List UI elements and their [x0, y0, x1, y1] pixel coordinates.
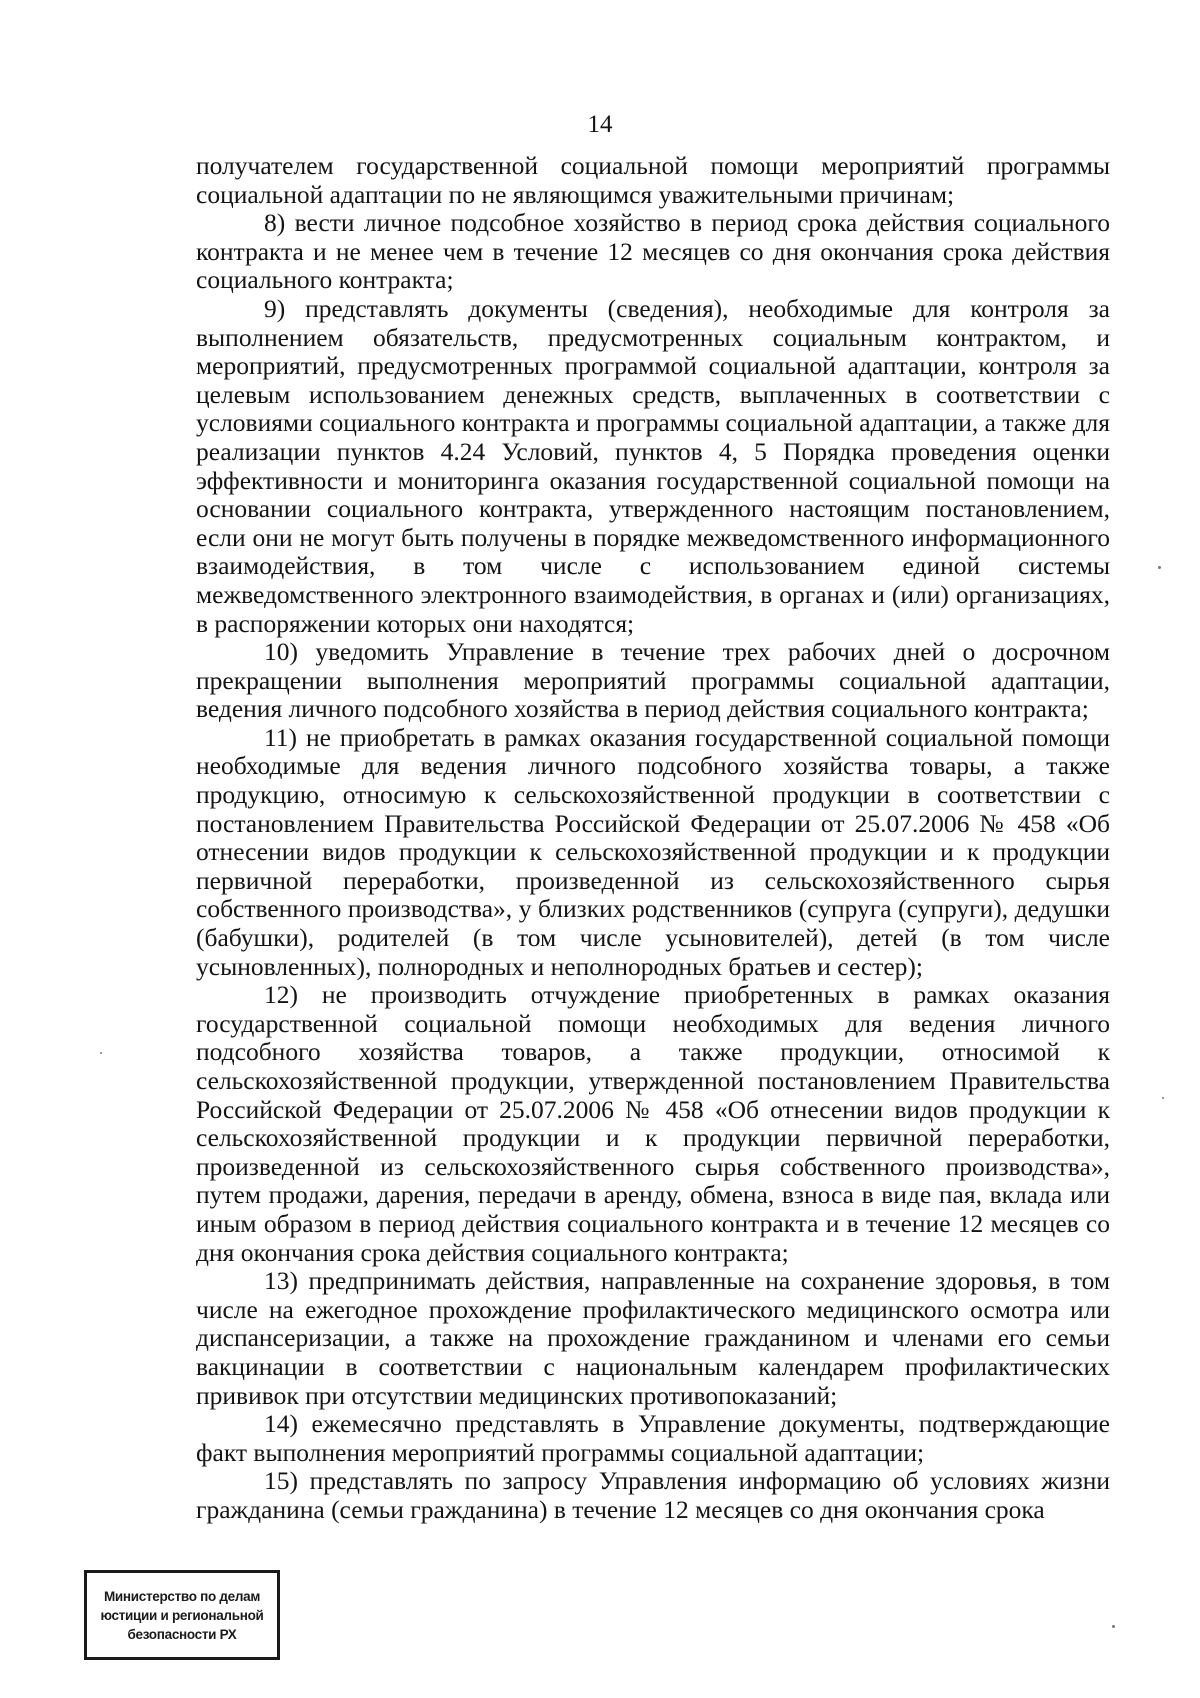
scan-speck: [1112, 1625, 1115, 1628]
paragraph-item-10: 10) уведомить Управление в течение трех рабочих дней о досрочном прекращении выполнения мероприятий программы социальной адаптации, ведения личного подсобного хозяйства в период действия социального контракта;: [196, 637, 1110, 724]
stamp-line-3: безопасности РХ: [127, 1626, 237, 1642]
stamp-line-2: юстиции и региональной: [100, 1607, 264, 1623]
paragraph-item-12: 12) не производить отчуждение приобретенных в рамках оказания государственной социальной помощи необходимых для ведения личного подсобного хозяйства товаров, а также продукции, относимой к сельскохозяйственной продукции, утвержденной постановлением Правительства Российской Федерации от 25.07.2006 № 458 «Об отнесении видов продукции к сельскохозяйственной продукции и к продукции первичной переработки, произведенной из сельскохозяйственного сырья собственного производства», путем продажи, дарения, передачи в аренду, обмена, взноса в виде пая, вклада или иным образом в период действия социального контракта и в течение 12 месяцев со дня окончания срока действия социального контракта;: [196, 980, 1110, 1267]
stamp-line-1: Министерство по делам: [103, 1588, 261, 1604]
paragraph-item-8: 8) вести личное подсобное хозяйство в период срока действия социального контракта и не менее чем в течение 12 месяцев со дня окончания срока действия социального контракта;: [196, 208, 1110, 295]
paragraph-item-13: 13) предпринимать действия, направленные на сохранение здоровья, в том числе на ежегодное прохождение профилактического медицинского осмотра или диспансеризации, а также на прохождение гражданином и членами его семьи вакцинации в соответствии с национальным календарем профилактических прививок при отсутствии медицинских противопоказаний;: [196, 1266, 1110, 1410]
page-number: 14: [587, 111, 613, 138]
paragraph-item-11: 11) не приобретать в рамках оказания государственной социальной помощи необходимые для ведения личного подсобного хозяйства товары, а также продукцию, относимую к сельскохозяйственной продукции в соответствии с постановлением Правительства Российской Федерации от 25.07.2006 № 458 «Об отнесении видов продукции к сельскохозяйственной продукции и к продукции первичной переработки, произведенной из сельскохозяйственного сырья собственного производства», у близких родственников (супруга (супруги), дедушки (бабушки), родителей (в том числе усыновителей), детей (в том числе усыновленных), полнородных и неполнородных братьев и сестер);: [196, 722, 1110, 981]
paragraph-item-15: 15) представлять по запросу Управления информацию об условиях жизни гражданина (семьи гражданина) в течение 12 месяцев со дня окончания срока: [196, 1466, 1110, 1524]
ministry-stamp: [84, 1570, 280, 1660]
document-body: [196, 152, 1110, 1525]
paragraph-continuation: получателем государственной социальной помощи мероприятий программы социальной адаптации по не являющимся уважительными причинам;: [196, 151, 1110, 209]
scan-speck: [1162, 1097, 1164, 1099]
paragraph-item-9: 9) представлять документы (сведения), необходимые для контроля за выполнением обязательств, предусмотренных социальным контрактом, и мероприятий, предусмотренных программой социальной адаптации, контроля за целевым использованием денежных средств, выплаченных в соответствии с условиями социального контракта и программы социальной адаптации, а также для реализации пунктов 4.24 Условий, пунктов 4, 5 Порядка проведения оценки эффективности и мониторинга оказания государственной социальной помощи на основании социального контракта, утвержденного настоящим постановлением, если они не могут быть получены в порядке межведомственного информационного взаимодействия, в том числе с использованием единой системы межведомственного электронного взаимодействия, в органах и (или) организациях, в распоряжении которых они находятся;: [196, 293, 1110, 638]
paragraph-item-14: 14) ежемесячно представлять в Управление документы, подтверждающие факт выполнения мероприятий программы социальной адаптации;: [196, 1409, 1110, 1467]
scan-speck: [1158, 566, 1161, 569]
scan-speck: [100, 1052, 102, 1054]
